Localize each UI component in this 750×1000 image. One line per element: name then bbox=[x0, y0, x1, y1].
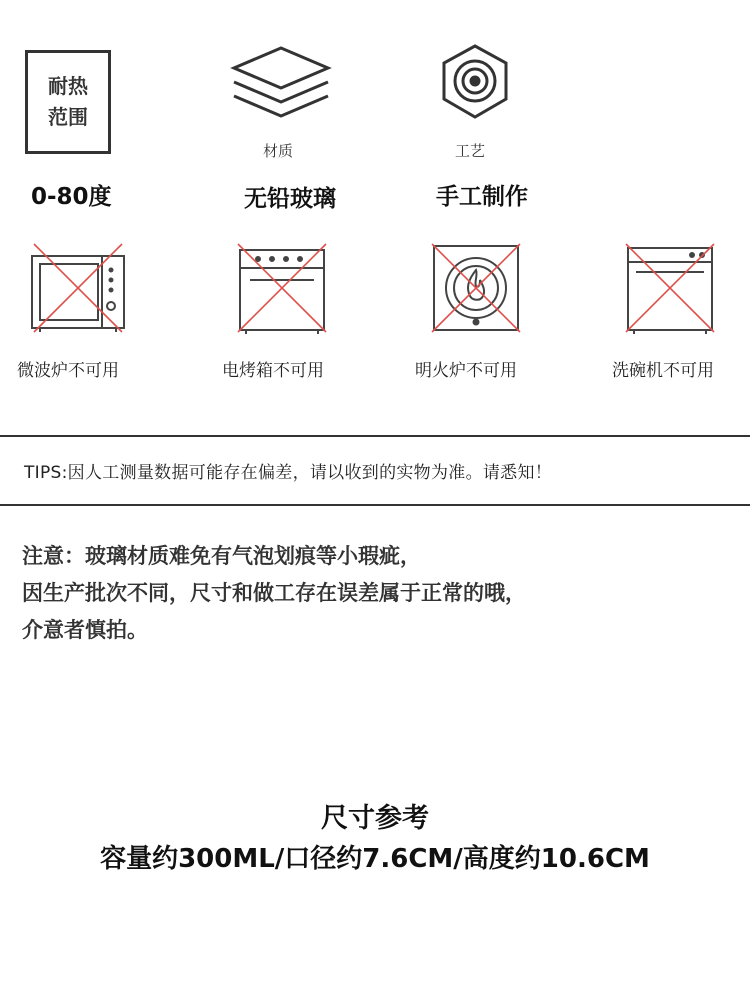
tips-banner bbox=[0, 435, 750, 506]
hexagon-record-icon bbox=[440, 42, 510, 122]
material-caption: 材质 bbox=[263, 142, 294, 160]
microwave-label: 微波炉不可用 bbox=[17, 361, 119, 381]
tips-text: TIPS:因人工测量数据可能存在偏差，请以收到的实物为准。请悉知！ bbox=[24, 463, 553, 483]
notice-block bbox=[22, 538, 732, 649]
microwave-crossed-icon bbox=[28, 240, 128, 336]
heat-range-value: 0-80度 bbox=[31, 184, 112, 210]
notice-line-2: 因生产批次不同，尺寸和做工存在误差属于正常的哦， bbox=[22, 581, 526, 605]
craft-value: 手工制作 bbox=[436, 184, 528, 210]
layers-icon bbox=[228, 42, 334, 128]
heat-range-line-1: 耐热 bbox=[48, 74, 88, 98]
flame-stove-label: 明火炉不可用 bbox=[415, 361, 517, 381]
craft-caption: 工艺 bbox=[455, 142, 486, 160]
dishwasher-crossed-icon bbox=[622, 240, 718, 336]
size-reference-detail: 容量约300ML/口径约7.6CM/高度约10.6CM bbox=[100, 844, 650, 874]
heat-range-box bbox=[25, 50, 111, 154]
stove-flame-crossed-icon bbox=[428, 240, 524, 336]
size-reference-title: 尺寸参考 bbox=[321, 803, 429, 834]
notice-line-3: 介意者慎拍。 bbox=[22, 618, 148, 642]
material-value: 无铅玻璃 bbox=[244, 186, 336, 212]
heat-range-line-2: 范围 bbox=[48, 105, 88, 129]
dishwasher-label: 洗碗机不可用 bbox=[612, 361, 714, 381]
oven-crossed-icon bbox=[234, 240, 330, 336]
notice-line-1: 注意：玻璃材质难免有气泡划痕等小瑕疵， bbox=[22, 544, 421, 568]
oven-label: 电烤箱不可用 bbox=[222, 361, 324, 381]
